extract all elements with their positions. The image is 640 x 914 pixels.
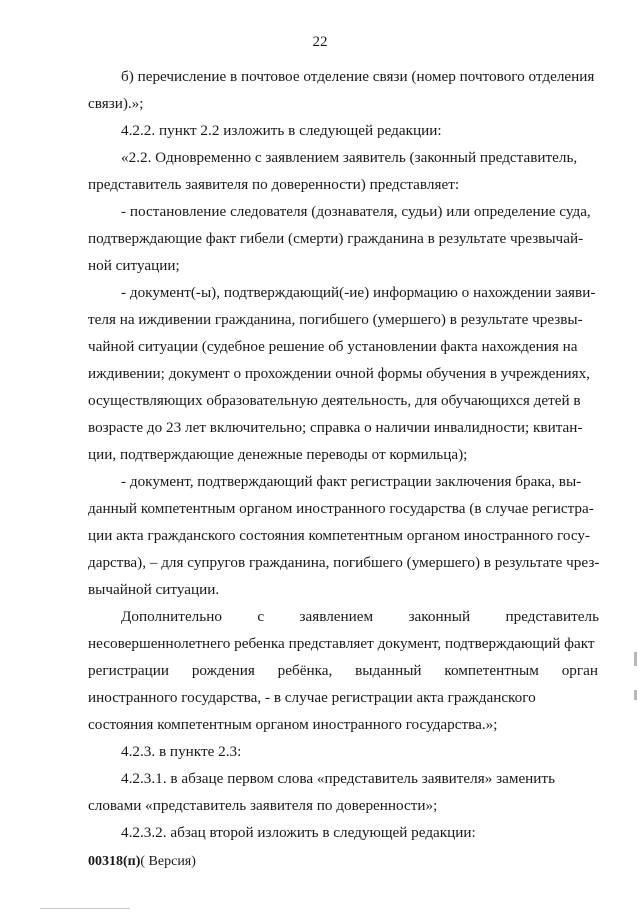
text-line: данный компетентным органом иностранного государства (в случае регистра- bbox=[88, 500, 594, 517]
word: законный bbox=[408, 608, 471, 625]
text-line: ции, подтверждающие денежные переводы от кормильца); bbox=[88, 446, 468, 463]
word: рождения bbox=[191, 662, 255, 679]
word: выданный bbox=[355, 662, 422, 679]
text-line: теля на иждивении гражданина, погибшего (умершего) в результате чрезвы- bbox=[88, 311, 583, 328]
text-line: представитель заявителя по доверенности) представляет: bbox=[88, 176, 460, 193]
word: представитель bbox=[505, 608, 599, 625]
text-line: - постановление следователя (дознавателя, судьи) или определение суда, bbox=[121, 203, 591, 220]
page-number: 22 bbox=[312, 34, 328, 50]
spread-text-line bbox=[121, 607, 599, 627]
text-line: «2.2. Одновременно с заявлением заявитель (законный представитель, bbox=[121, 149, 578, 166]
scan-edge-line bbox=[40, 908, 130, 909]
text-line: несовершеннолетнего ребенка представляет документ, подтверждающий факт bbox=[88, 635, 595, 652]
text-line: дарства), – для супругов гражданина, погибшего (умершего) в результате чрез- bbox=[88, 554, 600, 571]
text-line: связи).»; bbox=[88, 95, 144, 112]
text-line: осуществляющих образовательную деятельность, для обучающихся детей в bbox=[88, 392, 581, 409]
word: Дополнительно bbox=[121, 608, 222, 625]
word: с bbox=[257, 608, 265, 625]
text-line: 4.2.3.1. в абзаце первом слова «представитель заявителя» заменить bbox=[121, 770, 556, 787]
text-line: вычайной ситуации. bbox=[88, 581, 220, 598]
text-line: 4.2.3.2. абзац второй изложить в следующей редакции: bbox=[121, 824, 476, 841]
text-line: - документ(-ы), подтверждающий(-ие) информацию о нахождении заяви- bbox=[121, 284, 596, 301]
word: ребёнка, bbox=[277, 662, 333, 679]
text-line: состояния компетентным органом иностранного государства.»; bbox=[88, 716, 498, 733]
text-line: иждивении; документ о прохождении очной формы обучения в учреждениях, bbox=[88, 365, 590, 382]
word: орган bbox=[561, 662, 598, 679]
text-line: иностранного государства, - в случае регистрации акта гражданского bbox=[88, 689, 536, 706]
footer-version: ( Версия) bbox=[140, 854, 196, 869]
text-line: подтверждающие факт гибели (смерти) гражданина в результате чрезвычай- bbox=[88, 230, 584, 247]
text-line: 4.2.3. в пункте 2.3: bbox=[121, 743, 242, 760]
text-line: 4.2.2. пункт 2.2 изложить в следующей редакции: bbox=[121, 122, 442, 139]
scan-margin-mark bbox=[634, 690, 637, 700]
word: заявлением bbox=[299, 608, 374, 625]
text-line: возрасте до 23 лет включительно; справка о наличии инвалидности; квитан- bbox=[88, 419, 583, 436]
text-line: чайной ситуации (судебное решение об установлении факта нахождения на bbox=[88, 338, 578, 355]
text-line: словами «представитель заявителя по доверенности»; bbox=[88, 797, 438, 814]
scan-margin-mark bbox=[634, 652, 637, 666]
footer-code: 00318(п) bbox=[88, 854, 141, 869]
text-line: ции акта гражданского состояния компетентным органом иностранного госу- bbox=[88, 527, 591, 544]
text-line: б) перечисление в почтовое отделение связи (номер почтового отделения bbox=[121, 68, 595, 85]
document-footer bbox=[88, 854, 196, 870]
text-line: - документ, подтверждающий факт регистрации заключения брака, вы- bbox=[121, 473, 582, 490]
word: компетентным bbox=[444, 662, 539, 679]
spread-text-line bbox=[88, 661, 598, 681]
word: регистрации bbox=[88, 662, 169, 679]
text-line: ной ситуации; bbox=[88, 257, 180, 274]
